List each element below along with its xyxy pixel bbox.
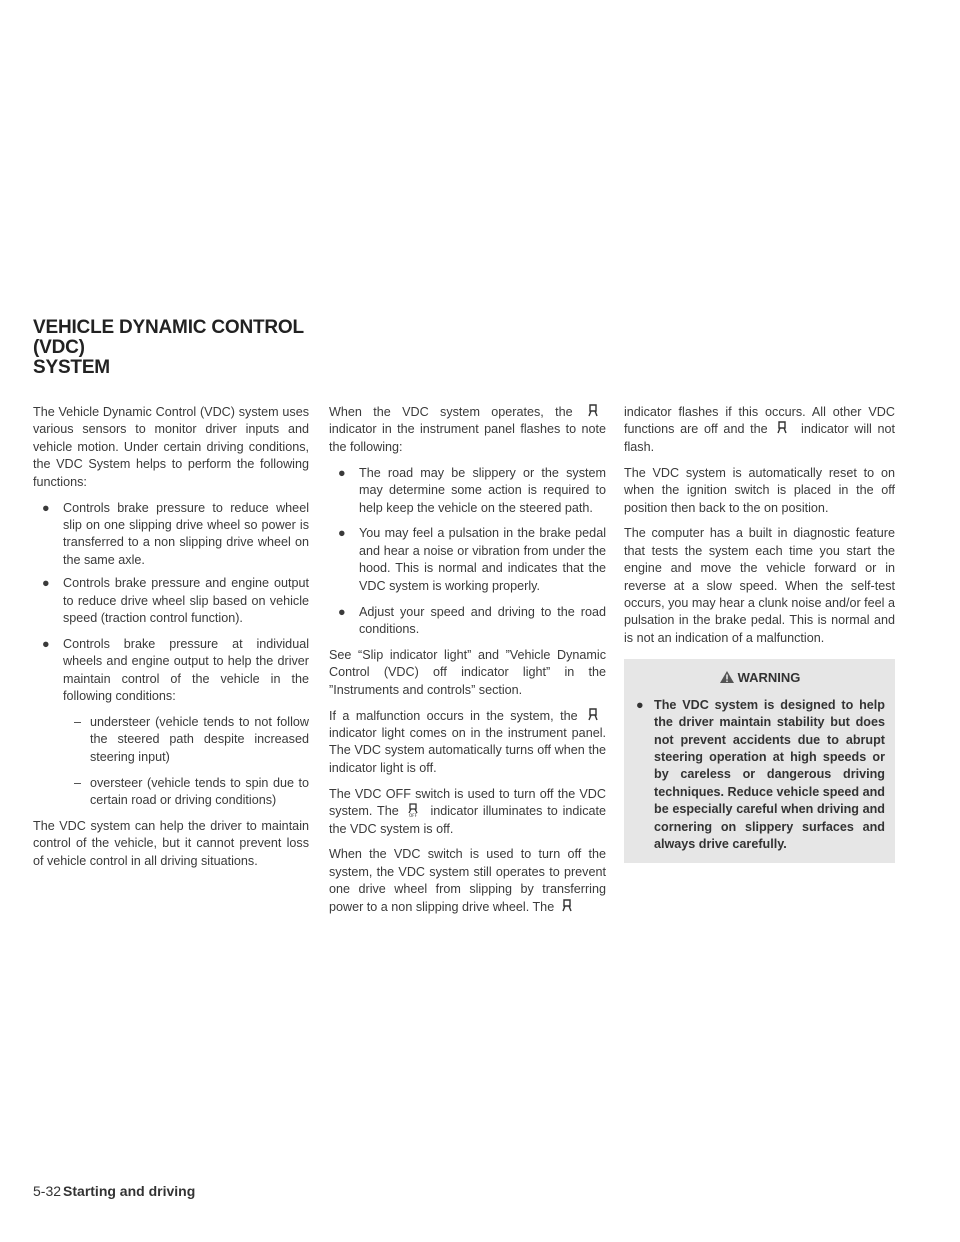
heading-line-2: SYSTEM	[33, 357, 110, 378]
list-item: ● You may feel a pulsation in the brake pedal and hear a noise or vibration from under the hood. This is normal and indicates that the VDC system is working properly.	[338, 526, 606, 593]
paragraph: The VDC system is automatically reset to on when the ignition switch is placed in the off position then back to the on position.	[624, 465, 895, 515]
slip-indicator-icon	[586, 404, 600, 418]
slip-indicator-icon	[775, 421, 789, 435]
paragraph: The computer has a built in diagnostic feature that tests the system each time you start the engine and move the vehicle forward or in reverse at a slow speed. When the self-test occurs, you may hear a clunk noise and/or feel a pulsation in the brake pedal. This is normal and is not an indication of a malfunction.	[624, 526, 895, 645]
page-number: 5-32	[33, 1183, 62, 1199]
list-item: ● The road may be slippery or the system may determine some action is required to help keep the vehicle on the steered path.	[338, 465, 606, 515]
column-3	[624, 404, 895, 863]
page-footer	[33, 1183, 195, 1199]
warning-box	[624, 659, 895, 863]
heading-line-1: VEHICLE DYNAMIC CONTROL (VDC)	[33, 317, 304, 358]
closing-paragraph: The VDC system can help the driver to maintain control of the vehicle, but it cannot prevent loss of vehicle control in all driving situations.	[33, 819, 309, 868]
paragraph: The VDC OFF switch is used to turn off the VDC system. The OFF indicator illuminates to indicate the VDC system is off.	[329, 786, 607, 836]
warning-triangle-icon	[719, 670, 735, 688]
section-heading	[33, 318, 333, 378]
list-item: ● Adjust your speed and driving to the road conditions.	[338, 604, 606, 636]
vdc-off-indicator-icon	[406, 803, 420, 817]
paragraph: See “Slip indicator light” and ”Vehicle Dynamic Control (VDC) off indicator light” in the ”Instruments and controls” section.	[329, 647, 606, 697]
slip-indicator-icon	[560, 899, 574, 913]
list-item: ● Controls brake pressure to reduce wheel slip on one slipping drive wheel so power is transferred to a non slipping drive wheel on the same axle.	[42, 500, 309, 567]
section-name: Starting and driving	[63, 1183, 196, 1199]
slip-indicator-icon	[586, 708, 600, 722]
intro-paragraph: The Vehicle Dynamic Control (VDC) system uses various sensors to monitor driver inputs and vehicle motion. Under certain driving conditions, the VDC System helps to perform the following functions:	[33, 405, 309, 489]
column-2	[329, 404, 606, 925]
paragraph: If a malfunction occurs in the system, the indicator light comes on in the instrument panel. The VDC system automatically turns off when the indicator light is off.	[329, 708, 606, 775]
sub-list-item: – understeer (vehicle tends to not follow the steered path despite increased steering input)	[74, 715, 309, 764]
warning-title: WARNING	[634, 669, 885, 688]
list-item: ● Controls brake pressure and engine output to reduce drive wheel slip based on vehicle speed (traction control function).	[42, 576, 309, 625]
paragraph: When the VDC system operates, the indicator in the instrument panel flashes to note the following:	[329, 405, 606, 454]
warning-item: ● The VDC system is designed to help the driver maintain stability but does not prevent accidents due to abrupt steering operation at high speeds or by careless or dangerous driving techniques. Reduce vehicle speed and be especially careful when driving and cornering on slippery surfaces and always drive carefully.	[636, 697, 885, 851]
column-1	[33, 404, 309, 879]
svg-text:OFF: OFF	[408, 813, 417, 818]
paragraph: When the VDC switch is used to turn off the system, the VDC system still operates to prevent one drive wheel from slipping by transferring power to a non slipping drive wheel. The	[329, 847, 606, 914]
sub-list-item: – oversteer (vehicle tends to spin due to certain road or driving conditions)	[74, 775, 309, 808]
list-item: ● Controls brake pressure at individual wheels and engine output to help the driver maintain control of the vehicle in the following conditions:	[42, 636, 309, 704]
paragraph: indicator flashes if this occurs. All other VDC functions are off and the indicator will not flash.	[624, 405, 895, 454]
